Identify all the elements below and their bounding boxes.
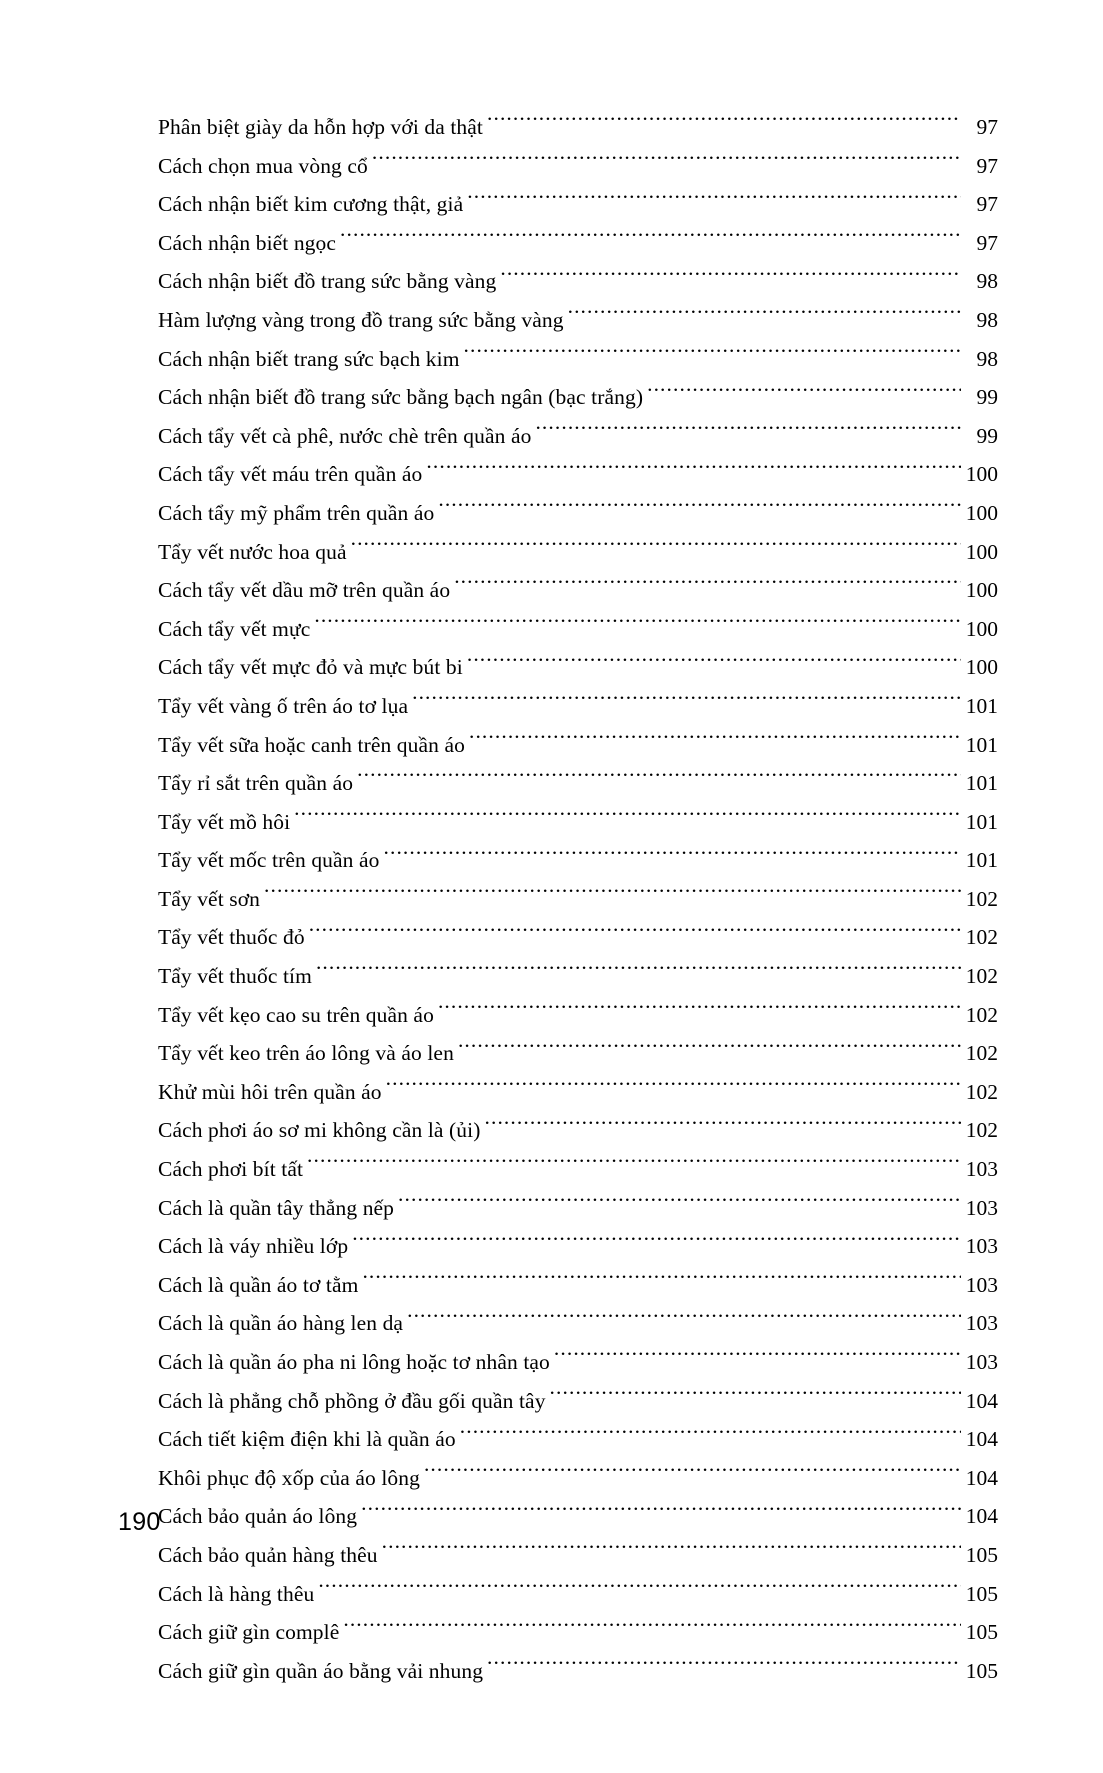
toc-entry[interactable] (158, 1536, 998, 1575)
toc-entry-page: 105 (965, 1620, 998, 1645)
toc-leader-dots (487, 1656, 961, 1678)
toc-entry-title: Phân biệt giày da hỗn hợp với da thật (158, 115, 483, 139)
toc-entry-page: 101 (965, 809, 998, 834)
toc-entry-page: 100 (965, 500, 998, 525)
toc-entry-page: 103 (965, 1311, 998, 1336)
toc-entry-title: Tẩy vết kẹo cao su trên quần áo (158, 1002, 434, 1027)
toc-entry[interactable] (158, 803, 998, 842)
toc-leader-dots (407, 1309, 961, 1331)
toc-leader-dots (398, 1193, 961, 1215)
toc-entry-page: 100 (965, 616, 998, 641)
toc-entry[interactable] (158, 417, 998, 456)
toc-entry-title: Cách nhận biết kim cương thật, giả (158, 192, 464, 217)
toc-entry-title: Cách là hàng thêu (158, 1581, 315, 1606)
toc-entry-page: 102 (965, 886, 998, 911)
toc-entry[interactable] (158, 533, 998, 572)
toc-entry-title: Tẩy vết mồ hôi (158, 809, 291, 834)
toc-leader-dots (386, 1077, 961, 1099)
toc-entry-title: Cách bảo quản áo lông (158, 1504, 358, 1529)
toc-entry[interactable] (158, 1652, 998, 1691)
toc-leader-dots (382, 1540, 961, 1562)
toc-entry-title: Tẩy vết thuốc đỏ (158, 925, 305, 950)
toc-leader-dots (568, 305, 961, 327)
toc-leader-dots (384, 846, 962, 868)
toc-leader-dots (467, 190, 961, 212)
toc-leader-dots (424, 1463, 961, 1485)
toc-leader-dots (264, 884, 961, 906)
toc-leader-dots (372, 151, 961, 173)
toc-entry-page: 105 (965, 1658, 998, 1683)
toc-entry[interactable] (158, 764, 998, 803)
toc-entry-title: Tẩy vết thuốc tím (158, 964, 312, 989)
toc-entry[interactable] (158, 918, 998, 957)
toc-entry-page: 97 (976, 153, 998, 178)
toc-entry[interactable] (158, 610, 998, 649)
toc-entry[interactable] (158, 1575, 998, 1614)
toc-entry-title: Cách phơi áo sơ mi không cần là (ủi) (158, 1118, 481, 1143)
toc-entry-title: Cách tiết kiệm điện khi là quần áo (158, 1427, 456, 1452)
toc-entry-title: Tẩy vết sữa hoặc canh trên quần áo (158, 732, 465, 757)
toc-entry-page: 98 (976, 307, 998, 332)
toc-entry-title: Cách là quần áo tơ tằm (158, 1272, 359, 1297)
toc-entry-title: Cách tẩy vết mực (158, 616, 311, 641)
toc-leader-dots (362, 1270, 961, 1292)
toc-leader-dots (485, 1116, 962, 1138)
toc-entry-title: Cách nhận biết trang sức bạch kim (158, 346, 460, 371)
toc-entry[interactable] (158, 841, 998, 880)
toc-leader-dots (454, 576, 961, 598)
toc-entry[interactable] (158, 185, 998, 224)
toc-entry-title: Tẩy rỉ sắt trên quần áo (158, 771, 354, 796)
toc-entry-page: 103 (965, 1350, 998, 1374)
toc-entry[interactable] (158, 301, 998, 340)
toc-entry-page: 100 (965, 578, 998, 603)
toc-entry-title: Cách tẩy vết máu trên quần áo (158, 462, 423, 487)
toc-entry-page: 102 (965, 1118, 998, 1143)
toc-leader-dots (352, 1232, 961, 1254)
toc-entry-page: 101 (965, 732, 998, 757)
toc-leader-dots (309, 923, 961, 945)
toc-entry-page: 101 (965, 693, 998, 718)
toc-entry[interactable] (158, 340, 998, 379)
toc-entry[interactable] (158, 1189, 998, 1228)
toc-entry[interactable] (158, 996, 998, 1035)
toc-entry-page: 102 (965, 1079, 998, 1104)
toc-leader-dots (340, 228, 961, 250)
toc-leader-dots (314, 614, 961, 636)
toc-entry-title: Cách tẩy mỹ phẩm trên quần áo (158, 500, 435, 525)
toc-entry-title: Cách nhận biết đồ trang sức bằng vàng (158, 269, 497, 294)
toc-entry-title: Tẩy vết nước hoa quả (158, 539, 347, 564)
toc-entry-page: 104 (965, 1388, 998, 1413)
toc-entry-page: 105 (965, 1581, 998, 1606)
toc-entry[interactable] (158, 880, 998, 919)
toc-leader-dots (535, 421, 961, 443)
toc-entry-title: Khôi phục độ xốp của áo lông (158, 1465, 420, 1490)
toc-leader-dots (357, 769, 961, 791)
toc-entry-page: 97 (976, 192, 998, 217)
toc-entry-page: 102 (965, 1002, 998, 1027)
toc-leader-dots (487, 113, 961, 135)
toc-entry[interactable] (158, 1150, 998, 1189)
toc-entry-page: 102 (965, 964, 998, 989)
toc-entry[interactable] (158, 108, 998, 147)
toc-leader-dots (464, 344, 961, 366)
toc-entry[interactable] (158, 455, 998, 494)
toc-entry-page: 102 (965, 925, 998, 950)
toc-leader-dots (438, 1000, 961, 1022)
toc-entry-page: 101 (965, 848, 998, 873)
toc-entry-title: Cách là quần tây thẳng nếp (158, 1195, 395, 1220)
toc-entry[interactable] (158, 1227, 998, 1266)
toc-entry[interactable] (158, 494, 998, 533)
toc-entry-title: Cách là váy nhiều lớp (158, 1234, 349, 1259)
toc-entry-page: 105 (965, 1542, 998, 1567)
toc-entry[interactable] (158, 687, 998, 726)
toc-entry[interactable] (158, 1459, 998, 1498)
toc-entry-title: Tẩy vết vàng ố trên áo tơ lụa (158, 693, 409, 718)
toc-entry-page: 100 (965, 655, 998, 680)
toc-entry-title: Tẩy vết sơn (158, 886, 261, 911)
toc-leader-dots (361, 1502, 961, 1524)
toc-entry-page: 103 (965, 1272, 998, 1297)
toc-entry-title: Cách tẩy vết mực đỏ và mực bút bi (158, 655, 463, 680)
toc-entry-page: 104 (965, 1465, 998, 1490)
toc-entry-title: Cách tẩy vết dầu mỡ trên quần áo (158, 578, 451, 603)
toc-entry-page: 103 (965, 1195, 998, 1220)
toc-entry[interactable] (158, 1034, 998, 1073)
toc-entry[interactable] (158, 1111, 998, 1150)
toc-entry[interactable] (158, 147, 998, 186)
toc-leader-dots (500, 267, 961, 289)
toc-entry-title: Cách tẩy vết cà phê, nước chè trên quần áo (158, 423, 532, 448)
toc-leader-dots (316, 962, 961, 984)
toc-leader-dots (467, 653, 961, 675)
toc-entry[interactable] (158, 224, 998, 263)
toc-entry[interactable] (158, 1382, 998, 1421)
toc-entry-title: Cách là phẳng chỗ phồng ở đầu gối quần tây (158, 1388, 546, 1413)
toc-entry-title: Tẩy vết mốc trên quần áo (158, 848, 380, 873)
toc-leader-dots (294, 807, 961, 829)
toc-leader-dots (438, 498, 961, 520)
toc-leader-dots (458, 1039, 961, 1061)
toc-leader-dots (318, 1579, 961, 1601)
page-number: 190 (118, 1508, 161, 1536)
toc-entry[interactable] (158, 1266, 998, 1305)
toc-entry[interactable] (158, 262, 998, 301)
toc-entry-page: 104 (965, 1504, 998, 1529)
toc-entry[interactable] (158, 378, 998, 417)
toc-entry[interactable] (158, 1420, 998, 1459)
toc-entry[interactable] (158, 726, 998, 765)
toc-entry[interactable] (158, 1497, 998, 1536)
toc-entry[interactable] (158, 957, 998, 996)
toc-entry-page: 104 (965, 1427, 998, 1452)
toc-entry-page: 103 (965, 1157, 998, 1182)
toc-entry-page: 102 (965, 1041, 998, 1066)
toc-entry-page: 97 (976, 230, 998, 255)
toc-entry-page: 100 (965, 462, 998, 487)
toc-entry-page: 103 (965, 1234, 998, 1259)
toc-entry-page: 97 (976, 115, 998, 139)
toc-leader-dots (469, 730, 961, 752)
toc-entry-title: Tẩy vết keo trên áo lông và áo len (158, 1041, 454, 1066)
toc-entry-title: Cách bảo quản hàng thêu (158, 1542, 378, 1567)
toc-entry[interactable] (158, 571, 998, 610)
toc-leader-dots (351, 537, 961, 559)
toc-leader-dots (647, 383, 961, 405)
toc-entry-title: Cách nhận biết đồ trang sức bằng bạch ngân (bạc trắng) (158, 385, 644, 410)
toc-entry-title: Cách giữ gìn complê (158, 1620, 340, 1645)
toc-entry-page: 101 (965, 771, 998, 796)
toc-entry[interactable] (158, 648, 998, 687)
toc-entry-page: 99 (976, 423, 998, 448)
toc-entry-title: Cách là quần áo pha ni lông hoặc tơ nhân tạo (158, 1350, 550, 1374)
toc-leader-dots (426, 460, 961, 482)
toc-leader-dots (554, 1348, 961, 1370)
toc-entry-page: 98 (976, 269, 998, 294)
toc-leader-dots (343, 1618, 961, 1640)
toc-leader-dots (307, 1155, 961, 1177)
toc-leader-dots (460, 1425, 961, 1447)
toc-entry-title: Cách phơi bít tất (158, 1157, 304, 1182)
toc-entry[interactable] (158, 1073, 998, 1112)
toc-entry-page: 100 (965, 539, 998, 564)
toc-leader-dots (412, 691, 961, 713)
toc-entry-page: 98 (976, 346, 998, 371)
toc-leader-dots (550, 1386, 961, 1408)
toc-entry[interactable] (158, 1343, 998, 1382)
toc-entry-title: Cách chọn mua vòng cổ (158, 153, 368, 178)
toc-entry[interactable] (158, 1613, 998, 1652)
toc-entry-title: Cách nhận biết ngọc (158, 230, 337, 255)
table-of-contents (158, 108, 998, 1690)
toc-entry-title: Cách giữ gìn quần áo bằng vải nhung (158, 1658, 484, 1683)
toc-entry-title: Cách là quần áo hàng len dạ (158, 1311, 404, 1336)
toc-entry-page: 99 (976, 385, 998, 410)
toc-entry-title: Khử mùi hôi trên quần áo (158, 1079, 382, 1104)
toc-entry[interactable] (158, 1304, 998, 1343)
toc-entry-title: Hàm lượng vàng trong đồ trang sức bằng vàng (158, 307, 564, 332)
